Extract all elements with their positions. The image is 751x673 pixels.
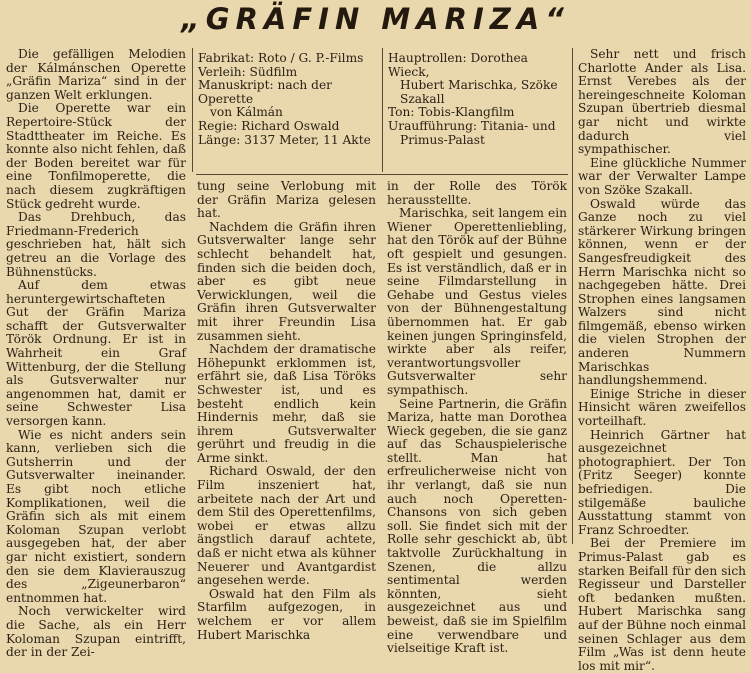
paragraph: Nachdem der dramatische Höhepunkt erklommen ist, erfährt sie, daß Lisa Töröks Schwester ist, und es besteht endlich kein Hindernis mehr, daß sie ihrem Gutsverwalter gerührt und freudig in die Arme sinkt. (197, 342, 376, 465)
credit-line: Regie: Richard Oswald (198, 118, 340, 133)
article-headline: „GRÄFIN MARIZA“ (181, 2, 570, 36)
column-divider (382, 48, 383, 172)
column-divider (192, 48, 193, 172)
credits-rule (196, 174, 568, 175)
paragraph: Noch verwickelter wird die Sache, als ein Herr Koloman Szupan eintrifft, der in der Zei- (6, 604, 186, 660)
credit-line: Länge: 3137 Meter, 11 Akte (198, 132, 371, 147)
paragraph: Die gefälligen Melodien der Kálmánschen Operette „Gräfin Mariza“ sind in der ganzen Welt erklungen. (6, 47, 186, 102)
credit-line: Verleih: Südfilm (198, 64, 298, 79)
paragraph: Seine Partnerin, die Gräfin Mariza, hatte man Dorothea Wieck gegeben, die sie ganz auf das Schauspielerische stellt. Man hat erfreulicherweise nicht von ihr verlangt, daß sie nun auch noch Operetten-Chansons von sich geben soll. Sie findet sich mit der Rolle sehr geschickt ab, übt taktvolle Zurückhaltung in Szenen, die allzu sentimental werden könnten, sieht ausgezeichnet aus und beweist, daß sie im Spielfilm eine verwendbare und vielseitige Kraft ist. (387, 396, 567, 656)
text-column-3 (387, 180, 567, 656)
credit-line: Szakall (400, 91, 445, 106)
paragraph: in der Rolle des Török herausstellte. (387, 179, 567, 207)
paragraph: Heinrich Gärtner hat ausgezeichnet photographiert. Der Ton (Fritz Seeger) konnte befriedigen. Die stilgemäße bauliche Ausstattung stammt von Franz Schroedter. (578, 427, 746, 537)
credits-box-left (198, 52, 378, 147)
credit-line: Uraufführung: Titania- und (388, 118, 556, 133)
paragraph: Auf dem etwas heruntergewirtschafteten Gut der Gräfin Mariza schafft der Gutsverwalter Török Ordnung. Er ist in Wahrheit ein Graf Wittenburg, der die Stellung als Gutsverwalter nur angenommen hat, damit er seine Schwester Lisa versorgen kann. (6, 278, 186, 429)
text-column-4 (578, 48, 746, 673)
credit-line: Manuskript: nach der Operette (198, 78, 332, 106)
paragraph: Bei der Premiere im Primus-Palast gab es starken Beifall für den sich Regisseur und Darsteller oft bedanken mußten. Hubert Marischka sang auf der Bühne noch einmal seinen Schlager aus dem Film „Was ist denn heute los mit mir“. (578, 536, 746, 673)
credit-line: Fabrikat: Roto / G. P.-Films (198, 51, 364, 65)
credit-line: Ton: Tobis-Klangfilm (388, 105, 515, 120)
paragraph: Sehr nett und frisch Charlotte Ander als Lisa. Ernst Verebes als der hereingeschneite Koloman Szupan übertrieb diesmal gar nicht und wirkte dadurch viel sympathischer. (578, 47, 746, 157)
credit-line: Hubert Marischka, Szöke (400, 78, 558, 93)
text-column-1 (6, 48, 186, 660)
credits-box-right (388, 52, 568, 147)
paragraph: Einige Striche in dieser Hinsicht wären zweifellos vorteilhaft. (578, 386, 746, 429)
paragraph: Nachdem die Gräfin ihren Gutsverwalter lange sehr schlecht behandelt hat, finden sich die beiden doch, aber es gibt neue Verwicklungen, weil die Gräfin ihren Gutsverwalter mit ihrer Freundin Lisa zusammen sieht. (197, 219, 376, 343)
paragraph: tung seine Verlobung mit der Gräfin Mariza gelesen hat. (197, 179, 376, 221)
credit-line: von Kálmán (210, 105, 283, 120)
paragraph: Oswald hat den Film als Starfilm aufgezogen, in welchem er vor allem Hubert Marischka (197, 586, 376, 642)
paragraph: Wie es nicht anders sein kann, verlieben sich die Gutsherrin und der Gutsverwalter ineinander. Es gibt noch etliche Komplikationen, weil die Gräfin sich als mit einem Koloman Szupan verlobt ausgegeben hat, der aber gar nicht existiert, sondern den sie dem Klavierauszug des „Zigeunerbaron“ entnommen hat. (6, 427, 186, 605)
paragraph: Marischka, seit langem ein Wiener Operettenliebling, hat den Török auf der Bühne oft gespielt und gesungen. Es ist verständlich, daß er in seine Filmdarstellung in Gehabe und Gestus vieles von der Bühnengestaltung übernommen hat. Er gab keinen jungen Springinsfeld, wirkte aber als reifer, verantwortungsvoller Gutsverwalter sehr sympathisch. (387, 206, 567, 397)
paragraph: Richard Oswald, der den Film inszeniert hat, arbeitete nach der Art und dem Stil des Operettenfilms, wobei er etwas allzu ängstlich darauf achtete, daß er nicht etwa als kühner Neuerer und Avantgardist angesehen werde. (197, 464, 376, 588)
column-divider (572, 48, 573, 544)
credit-line: Hauptrollen: Dorothea Wieck, (388, 51, 528, 79)
paragraph: Die Operette war ein Repertoire-Stück der Stadttheater im Reiche. Es konnte also nicht fehlen, daß der Boden bereitet war für eine Tonfilmoperette, die nach diesem zugkräftigen Stück gedreht wurde. (6, 101, 186, 211)
paragraph: Eine glückliche Nummer war der Verwalter Lampe von Szöke Szakall. (578, 155, 746, 197)
credit-line: Primus-Palast (400, 132, 485, 147)
paragraph: Oswald würde das Ganze noch zu viel stärkerer Wirkung bringen können, wenn er der Sangesfreudigkeit des Herrn Marischka nicht so nachgegeben hätte. Drei Strophen eines langsamen Walzers sind nicht filmgemäß, ebenso wirken die vielen Strophen der anderen Nummern Marischkas handlungshemmend. (578, 196, 746, 388)
text-column-2 (197, 180, 376, 642)
paragraph: Das Drehbuch, das Friedmann-Frederich geschrieben hat, hält sich getreu an die Vorlage des Bühnenstücks. (6, 210, 186, 279)
